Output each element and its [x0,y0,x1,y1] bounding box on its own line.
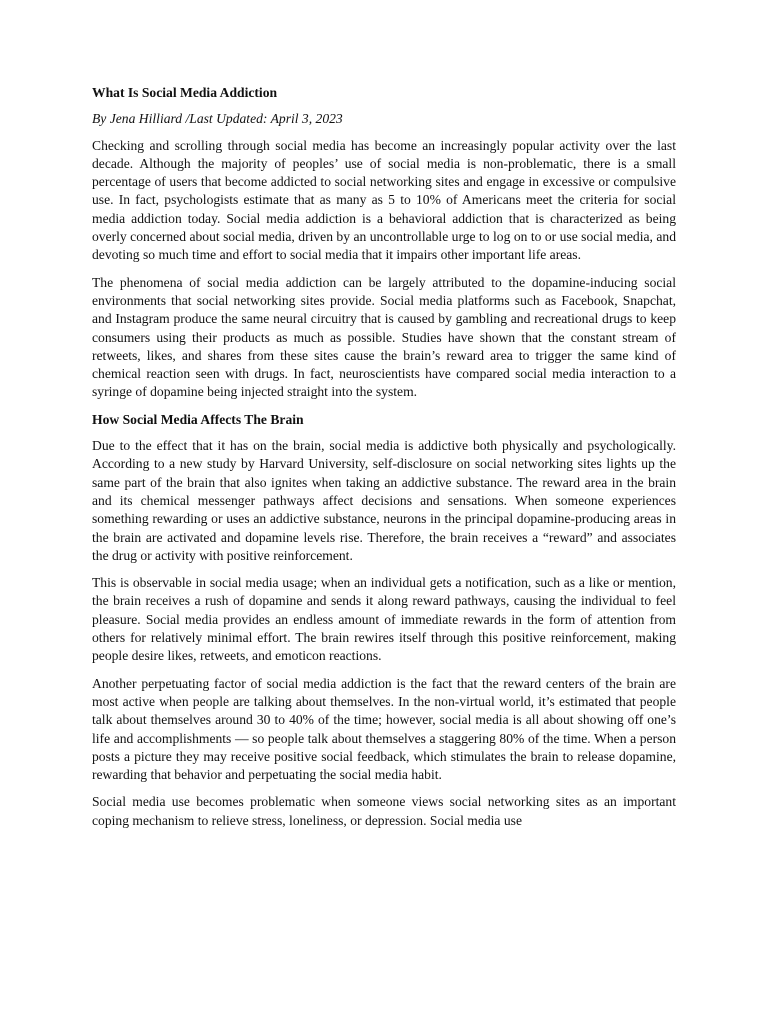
paragraph-brain-2: This is observable in social media usage; when an individual gets a notification, such as a like or mention, the brain receives a rush of dopamine and sends it along reward pathways, causing the individual to feel pleasure. Social media provides an endless amount of immediate rewards in the form of attention from others for relatively minimal effort. The brain rewires itself through this positive reinforcement, making people desire likes, retweets, and emoticon reactions. [92,575,676,664]
paragraph-intro-1: Checking and scrolling through social media has become an increasingly popular activity over the last decade. Although the majority of peoples’ use of social media is non-problematic, there is a small percentage of users that become addicted to social networking sites and engage in excessive or compulsive use. In fact, psychologists estimate that as many as 5 to 10% of Americans meet the criteria for social media addiction today. Social media addiction is a behavioral addiction that is characterized as being overly concerned about social media, driven by an uncontrollable urge to log on to or use social media, and devoting so much time and effort to social media that it impairs other important life areas. [92,137,676,263]
article-title: What Is Social Media Addiction [92,85,278,100]
section-heading-brain: How Social Media Affects The Brain [92,411,304,427]
paragraph-brain-3: Another perpetuating factor of social media addiction is the fact that the reward centers of the brain are most active when people are talking about themselves. In the non-virtual world, it’s estimated that people talk about themselves around 30 to 40% of the time; however, social media is all about showing off one’s life and accomplishments — so people talk about themselves a staggering 80% of the time. When a person posts a picture they may receive positive social feedback, which stimulates the brain to release dopamine, rewarding that behavior and perpetuating the social media habit. [92,675,676,783]
paragraph-brain-1: Due to the effect that it has on the brain, social media is addictive both physically and psychologically. According to a new study by Harvard University, self-disclosure on social networking sites lights up the same part of the brain that also ignites when taking an addictive substance. The reward area in the brain and its chemical messenger pathways affect decisions and sensations. When someone experiences something rewarding or uses an addictive substance, neurons in the principal dopamine-producing areas in the brain are activated and dopamine levels rise. Therefore, the brain receives a “reward” and associates the drug or activity with positive reinforcement. [92,438,676,563]
document-page [92,84,676,839]
paragraph-brain-4: Social media use becomes problematic when someone views social networking sites as an important coping mechanism to relieve stress, loneliness, or depression. Social media use [92,794,676,828]
article-byline: By Jena Hilliard /Last Updated: April 3, 2023 [92,111,343,127]
paragraph-intro-2: The phenomena of social media addiction can be largely attributed to the dopamine-inducing social environments that social networking sites provide. Social media platforms such as Facebook, Snapchat, and Instagram produce the same neural circuitry that is caused by gambling and recreational drugs to keep consumers using their products as much as possible. Studies have shown that the constant stream of retweets, likes, and shares from these sites cause the brain’s reward area to trigger the same kind of chemical reaction seen with drugs. In fact, neuroscientists have compared social media interaction to a syringe of dopamine being injected straight into the system. [92,274,676,400]
